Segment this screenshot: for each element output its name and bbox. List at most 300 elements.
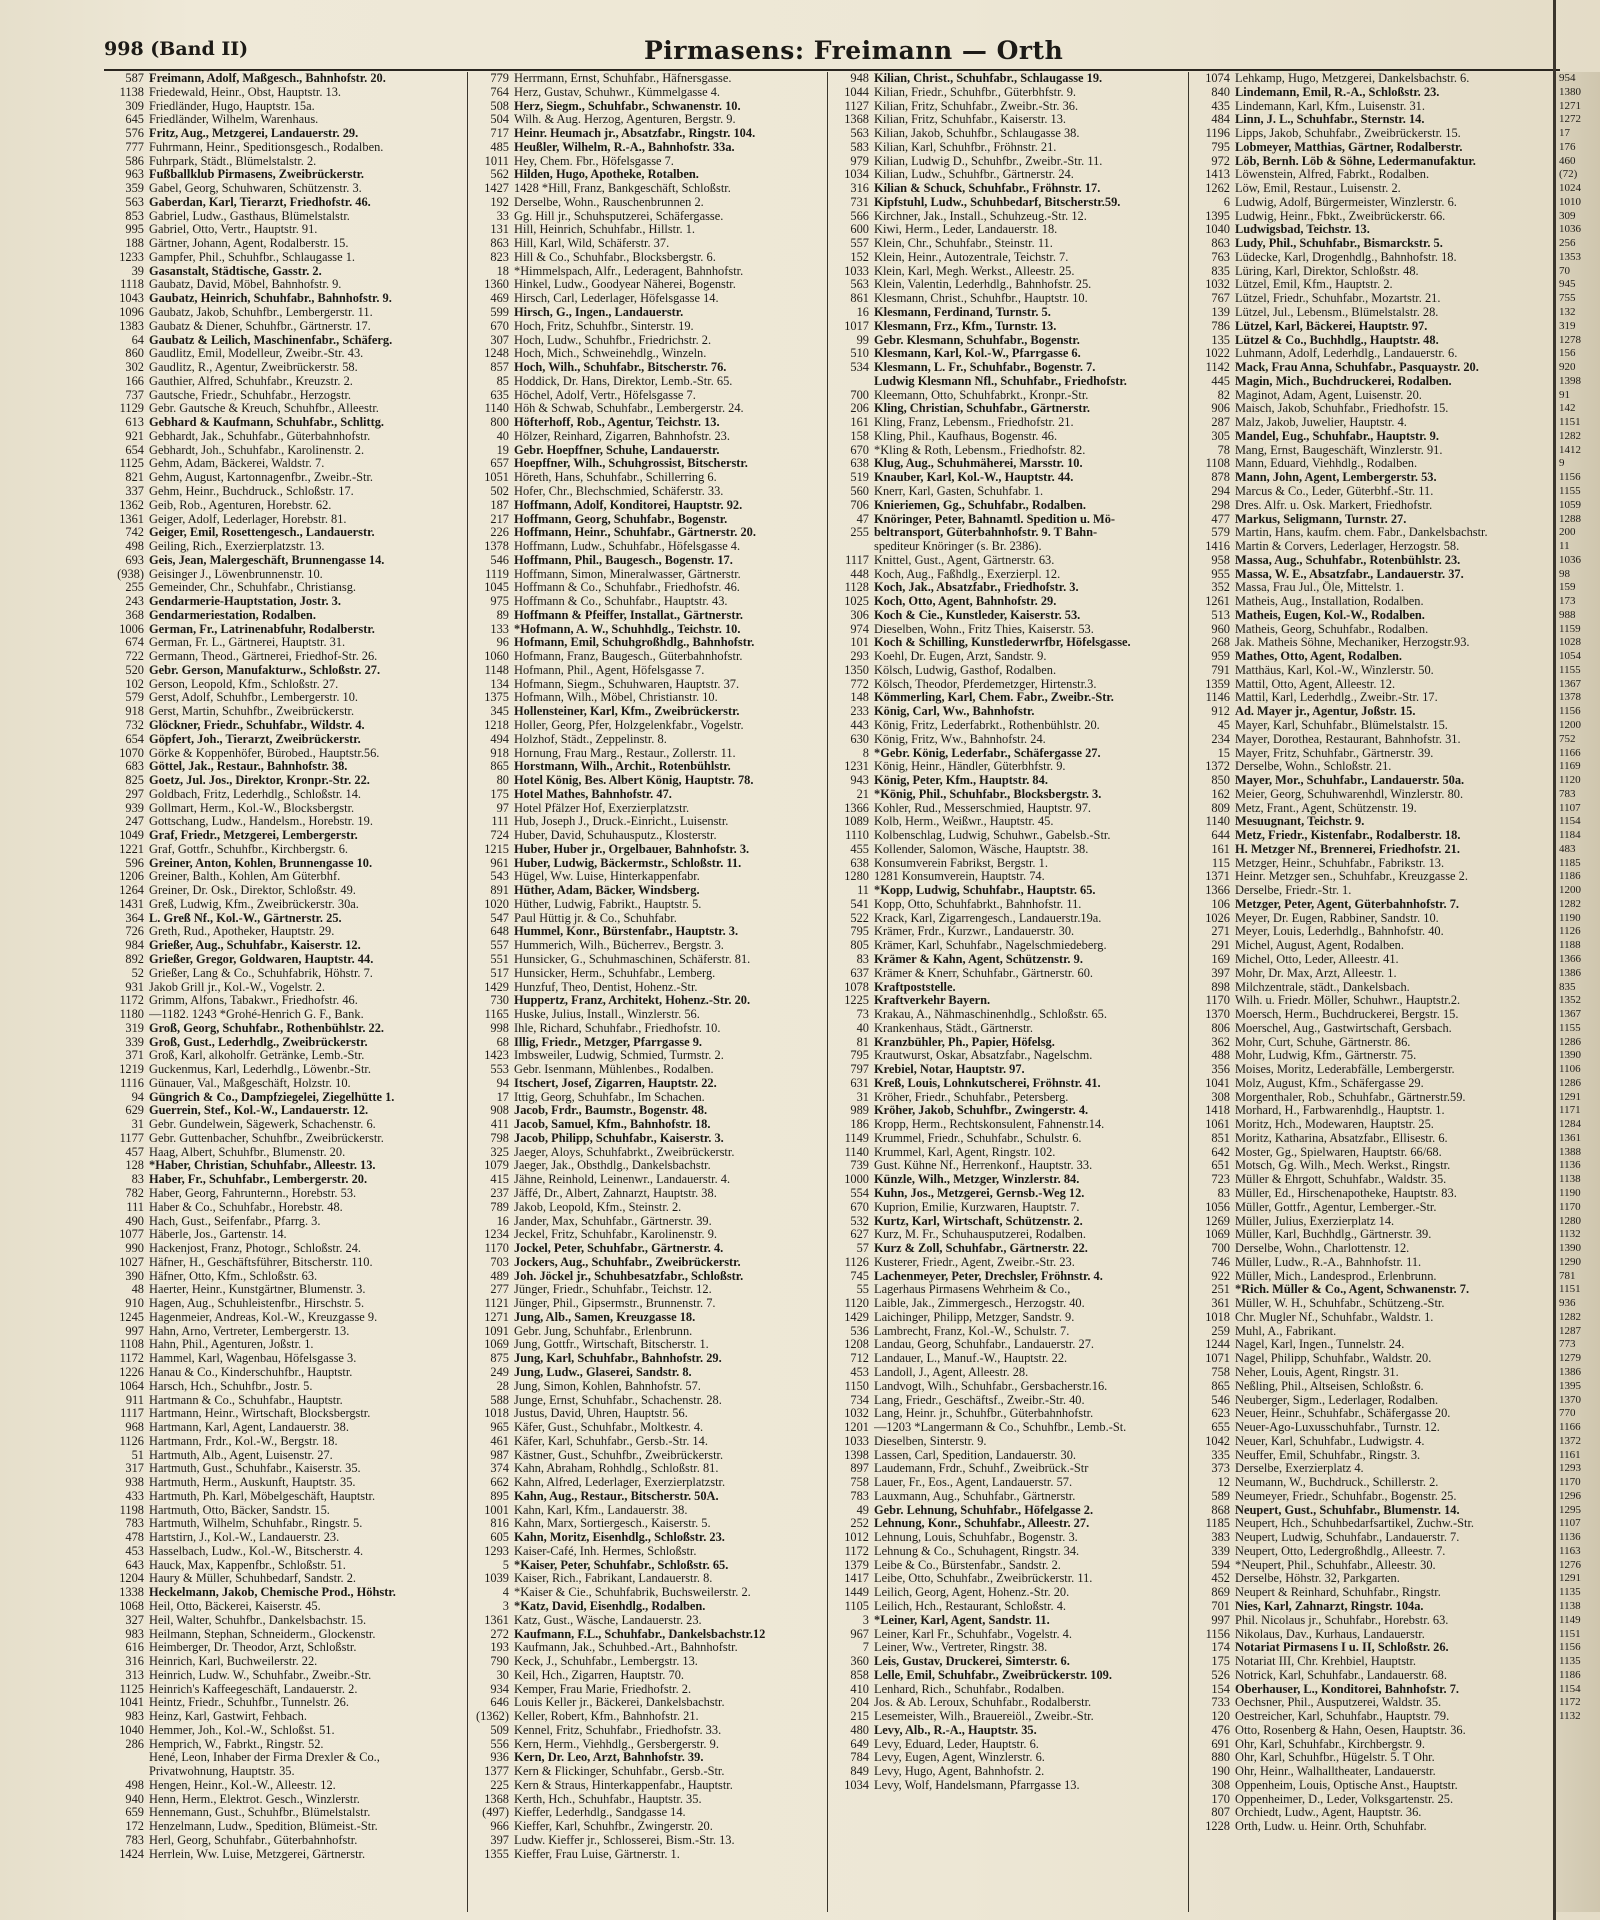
entry-text: Landoll, J., Agent, Alleestr. 28. — [874, 1365, 1029, 1379]
entry-text: Neupert, Otto, Ledergroßhdlg., Alleestr. 7. — [1235, 1544, 1446, 1558]
entry-text: Jacob, Philipp, Schuhfabr., Kaiserstr. 3. — [514, 1131, 724, 1145]
directory-entry — [1190, 1036, 1551, 1050]
entry-text: Derselbe, Friedr.-Str. 1. — [1235, 884, 1352, 898]
entry-text: Kuhn, Jos., Metzgerei, Gernsb.-Weg 12. — [874, 1187, 1085, 1201]
phone-number: 1225 — [844, 994, 869, 1008]
phone-number: 1149 — [844, 1131, 869, 1145]
edge-number: 1186 — [1559, 1668, 1581, 1681]
phone-number: 880 — [1211, 1751, 1230, 1765]
directory-entry — [104, 691, 465, 705]
phone-number: 271 — [1211, 925, 1230, 939]
phone-number: 526 — [1211, 1668, 1230, 1682]
directory-entry — [104, 760, 465, 774]
entry-text: Keller, Robert, Kfm., Bahnhofstr. 21. — [514, 1710, 699, 1724]
entry-text: Kaufmann, Jak., Schuhbed.-Art., Bahnhofstr. — [514, 1641, 738, 1655]
entry-text: Hoffmann, Simon, Mineralwasser, Gärtnerstr. — [514, 567, 741, 581]
phone-number: (497) — [482, 1806, 509, 1820]
phone-number: 1041 — [119, 1696, 144, 1710]
phone-number: 1121 — [484, 1297, 509, 1311]
entry-text: Lüring, Karl, Direktor, Schloßstr. 48. — [1235, 264, 1419, 278]
entry-text: Heußler, Wilhelm, R.-A., Bahnhofstr. 33a. — [514, 140, 735, 154]
directory-entry — [829, 540, 1186, 554]
phone-number: 154 — [1211, 1682, 1230, 1696]
directory-entry — [469, 402, 825, 416]
directory-entry — [1190, 1201, 1551, 1215]
directory-entry — [1190, 210, 1551, 224]
entry-text: Gabel, Georg, Schuhwaren, Schützenstr. 3. — [149, 182, 362, 196]
phone-number: 102 — [125, 677, 144, 691]
directory-entry — [104, 1421, 465, 1435]
entry-text: Klesmann, Karl, Kol.-W., Pfarrgasse 6. — [874, 347, 1081, 361]
phone-number: 316 — [850, 182, 869, 196]
entry-text: Knauber, Karl, Kol.-W., Hauptstr. 44. — [874, 471, 1074, 485]
directory-entry — [829, 1586, 1186, 1600]
column-divider — [1188, 72, 1189, 1912]
entry-text: Gebr. Klesmann, Schuhfabr., Bogenstr. — [874, 333, 1080, 347]
directory-entry — [469, 925, 825, 939]
directory-entry — [104, 196, 465, 210]
directory-entry — [829, 210, 1186, 224]
edge-number: 1200 — [1559, 884, 1581, 897]
phone-number: 1026 — [1205, 911, 1230, 925]
phone-number: 161 — [1211, 842, 1230, 856]
entry-text: —1203 *Langermann & Co., Schuhfbr., Lemb.-St. — [874, 1421, 1127, 1435]
entry-text: Ohr, Heinr., Walhalltheater, Landauerstr. — [1235, 1765, 1436, 1779]
entry-text: Fußballklub Pirmasens, Zweibrückerstr. — [149, 168, 365, 182]
edge-number: 1151 — [1559, 1283, 1581, 1296]
phone-number: 237 — [490, 1187, 509, 1201]
directory-entry — [829, 1449, 1186, 1463]
directory-entry — [469, 953, 825, 967]
phone-number: 733 — [1211, 1696, 1230, 1710]
directory-entry — [469, 1738, 825, 1752]
edge-number: 156 — [1559, 347, 1576, 360]
directory-entry — [469, 1641, 825, 1655]
phone-number: 251 — [1211, 1283, 1230, 1297]
phone-number: 128 — [125, 1159, 144, 1173]
entry-text: Kieffer, Karl, Schuhfbr., Zwingerstr. 20. — [514, 1820, 713, 1834]
directory-entry — [104, 664, 465, 678]
directory-entry — [104, 1215, 465, 1229]
directory-entry — [104, 1104, 465, 1118]
phone-number: 89 — [496, 608, 509, 622]
edge-number: 1188 — [1559, 939, 1581, 952]
phone-number: 364 — [125, 911, 144, 925]
directory-entry — [1190, 1614, 1551, 1628]
phone-number: 397 — [1211, 966, 1230, 980]
phone-number: 800 — [490, 416, 509, 430]
phone-number: 579 — [125, 691, 144, 705]
directory-entry — [469, 1228, 825, 1242]
entry-text: Geib, Rob., Agenturen, Horebstr. 62. — [149, 498, 332, 512]
entry-text: Notariat III, Chr. Krehbiel, Hauptstr. — [1235, 1655, 1416, 1669]
directory-entry — [469, 1531, 825, 1545]
edge-number: 1120 — [1559, 774, 1581, 787]
phone-number: 635 — [490, 388, 509, 402]
entry-text: Heil, Otto, Bäckerei, Kaiserstr. 45. — [149, 1599, 321, 1613]
phone-number: 1204 — [119, 1572, 144, 1586]
entry-text: Levy, Alb., R.-A., Hauptstr. 35. — [874, 1723, 1037, 1737]
phone-number: 554 — [850, 1187, 869, 1201]
entry-text: Gg. Hill jr., Schuhsputzerei, Schäfergasse. — [514, 209, 724, 223]
phone-number: 600 — [850, 223, 869, 237]
directory-entry — [1190, 265, 1551, 279]
phone-number: 1040 — [1205, 223, 1230, 237]
entry-text: Neupert, Ludwig, Schuhfabr., Landauerstr. 7. — [1235, 1531, 1460, 1545]
phone-number: 1033 — [844, 1434, 869, 1448]
phone-number: 317 — [125, 1462, 144, 1476]
entry-text: Oechsner, Phil., Ausputzerei, Waldstr. 35. — [1235, 1696, 1442, 1710]
phone-number: 995 — [125, 223, 144, 237]
phone-number: 1034 — [844, 1778, 869, 1792]
phone-number: 1180 — [119, 1008, 144, 1022]
phone-number: 623 — [1211, 1407, 1230, 1421]
phone-number: 33 — [496, 209, 509, 223]
phone-number: 1234 — [484, 1228, 509, 1242]
phone-number: 541 — [850, 897, 869, 911]
directory-entry — [104, 981, 465, 995]
entry-text: Hotel König, Bes. Albert König, Hauptstr. 78. — [514, 774, 754, 788]
directory-entry — [829, 939, 1186, 953]
directory-entry — [829, 1614, 1186, 1628]
edge-number: 781 — [1559, 1269, 1576, 1282]
phone-number: 96 — [496, 636, 509, 650]
phone-number: 476 — [1211, 1723, 1230, 1737]
entry-text: Häberle, Jos., Gartenstr. 14. — [149, 1228, 287, 1242]
entry-text: Kilian, Fritz, Schuhfabr., Zweibr.-Str. 36. — [874, 99, 1079, 113]
phone-number: 1011 — [484, 154, 509, 168]
entry-text: Konsumverein Fabrikst, Bergstr. 1. — [874, 856, 1048, 870]
phone-number: 1219 — [119, 1063, 144, 1077]
edge-number: 98 — [1559, 567, 1570, 580]
edge-number: 1170 — [1559, 1476, 1581, 1489]
entry-text: Hené, Leon, Inhaber der Firma Drexler & Co., — [149, 1751, 380, 1765]
phone-number: 1138 — [119, 85, 144, 99]
edge-number: 1286 — [1559, 1076, 1581, 1089]
directory-entry — [104, 1751, 465, 1765]
directory-entry — [469, 1352, 825, 1366]
directory-entry — [829, 884, 1186, 898]
entry-text: H. Metzger Nf., Brennerei, Friedhofstr. 21. — [1235, 842, 1460, 856]
phone-number: 579 — [1211, 526, 1230, 540]
directory-entry — [1190, 1421, 1551, 1435]
phone-number: 587 — [125, 72, 144, 85]
directory-entry — [1190, 1242, 1551, 1256]
phone-number: 1293 — [484, 1544, 509, 1558]
phone-number: 106 — [1211, 897, 1230, 911]
directory-entry — [469, 1311, 825, 1325]
edge-number: 1282 — [1559, 1310, 1581, 1323]
entry-text: Lambrecht, Franz, Kol.-W., Schulstr. 7. — [874, 1324, 1070, 1338]
directory-entry — [1190, 1820, 1551, 1834]
directory-entry — [829, 471, 1186, 485]
phone-number: 797 — [850, 1063, 869, 1077]
directory-entry — [469, 223, 825, 237]
phone-number: 339 — [1211, 1544, 1230, 1558]
directory-entry — [469, 705, 825, 719]
edge-number: 1036 — [1559, 553, 1581, 566]
directory-entry — [104, 1848, 465, 1862]
directory-entry — [1190, 100, 1551, 114]
directory-entry — [104, 843, 465, 857]
entry-text: Klein, Chr., Schuhfabr., Steinstr. 11. — [874, 237, 1053, 251]
entry-text: Geiger, Emil, Rosettengesch., Landauerstr. — [149, 526, 375, 540]
entry-text: Lauxmann, Aug., Schuhfabr., Gärtnerstr. — [874, 1489, 1076, 1503]
entry-text: Löwenstein, Alfred, Fabrkt., Rodalben. — [1235, 168, 1430, 182]
directory-entry — [469, 719, 825, 733]
entry-text: Klesmann, Christ., Schuhfbr., Hauptstr. 10. — [874, 292, 1088, 306]
directory-entry — [1190, 568, 1551, 582]
directory-entry — [1190, 1751, 1551, 1765]
phone-number: 1355 — [484, 1847, 509, 1861]
directory-entry — [1190, 72, 1551, 86]
entry-text: Hartmuth, Gust., Schuhfabr., Kaiserstr. 35. — [149, 1462, 361, 1476]
phone-number: 490 — [125, 1214, 144, 1228]
edge-number: 176 — [1559, 140, 1576, 153]
phone-number: 764 — [490, 85, 509, 99]
phone-number: 983 — [125, 1627, 144, 1641]
directory-entry — [104, 554, 465, 568]
phone-number: 30 — [496, 1668, 509, 1682]
phone-number: 204 — [850, 1696, 869, 1710]
directory-entry — [1190, 1476, 1551, 1490]
edge-number: 1295 — [1559, 1503, 1581, 1516]
entry-text: Kling, Phil., Kaufhaus, Bogenstr. 46. — [874, 429, 1058, 443]
phone-number: 1262 — [1205, 182, 1230, 196]
entry-text: Kolb, Herm., Weißwr., Hauptstr. 45. — [874, 815, 1054, 829]
phone-number: 840 — [1211, 85, 1230, 99]
directory-entry — [104, 1462, 465, 1476]
phone-number: 651 — [1211, 1159, 1230, 1173]
edge-number: 1386 — [1559, 966, 1581, 979]
directory-entry — [829, 526, 1186, 540]
entry-text: German, Fr., Latrinenabfuhr, Rodalberstr. — [149, 622, 375, 636]
edge-number: 1171 — [1559, 1104, 1581, 1117]
phone-number: 1025 — [844, 595, 869, 609]
entry-text: Gebr. Hoepffner, Schuhe, Landauerstr. — [514, 443, 720, 457]
page-header — [104, 38, 1544, 66]
directory-entry — [469, 347, 825, 361]
entry-text: Jäffé, Dr., Albert, Zahnarzt, Hauptstr. 38. — [514, 1187, 717, 1201]
directory-entry — [1190, 416, 1551, 430]
phone-number: 133 — [490, 622, 509, 636]
directory-entry — [829, 265, 1186, 279]
edge-number: 1412 — [1559, 443, 1581, 456]
entry-text: Laible, Jak., Zimmergesch., Herzogstr. 40. — [874, 1297, 1085, 1311]
directory-entry — [104, 334, 465, 348]
phone-number: 795 — [850, 925, 869, 939]
phone-number: 1248 — [484, 347, 509, 361]
directory-entry — [469, 1476, 825, 1490]
directory-entry — [104, 1710, 465, 1724]
directory-entry — [829, 788, 1186, 802]
phone-number: 520 — [125, 663, 144, 677]
phone-number: 1070 — [119, 746, 144, 760]
entry-text: Hackenjost, Franz, Photogr., Schloßstr. 24. — [149, 1242, 362, 1256]
phone-number: 1156 — [1205, 1627, 1230, 1641]
entry-text: Mayer, Karl, Schuhfabr., Blümelstalstr. 15. — [1235, 718, 1448, 732]
entry-text: König, Heinr., Händler, Güterbhfstr. 9. — [874, 760, 1066, 774]
phone-number: 763 — [1211, 250, 1230, 264]
phone-number: 68 — [496, 1035, 509, 1049]
phone-number: 1371 — [1205, 870, 1230, 884]
phone-number: 1350 — [844, 663, 869, 677]
phone-number: 48 — [131, 1283, 144, 1297]
entry-text: Kilian, Ludw., Schuhfbr., Gärtnerstr. 24. — [874, 168, 1074, 182]
entry-text: Mattil, Otto, Agent, Alleestr. 12. — [1235, 677, 1396, 691]
entry-text: Jakob, Leopold, Kfm., Steinstr. 2. — [514, 1200, 682, 1214]
phone-number: 791 — [1211, 663, 1230, 677]
entry-text: Kilian, Karl, Schuhfbr., Fröhnstr. 21. — [874, 140, 1057, 154]
entry-text: Hub, Joseph J., Druck.-Einricht., Luisenstr. — [514, 815, 729, 829]
phone-number: 268 — [1211, 636, 1230, 650]
phone-number: 234 — [1211, 732, 1230, 746]
directory-entry — [104, 1641, 465, 1655]
directory-entry — [104, 857, 465, 871]
entry-text: Mayer, Fritz, Schuhfabr., Gärtnerstr. 39. — [1235, 746, 1434, 760]
directory-entry — [104, 113, 465, 127]
entry-text: Müller, Ludw., R.-A., Bahnhofstr. 11. — [1235, 1255, 1422, 1269]
directory-entry — [1190, 1104, 1551, 1118]
phone-number: 52 — [131, 966, 144, 980]
edge-number: 17 — [1559, 127, 1570, 140]
directory-entry — [829, 1118, 1186, 1132]
phone-number: 170 — [1211, 1792, 1230, 1806]
phone-number: 1378 — [484, 540, 509, 554]
edge-number: 319 — [1559, 319, 1576, 332]
directory-entry — [1190, 86, 1551, 100]
directory-entry — [1190, 540, 1551, 554]
directory-entry — [469, 760, 825, 774]
phone-number: 835 — [1211, 264, 1230, 278]
entry-text: Glöckner, Friedr., Schuhfabr., Wildstr. 4. — [149, 718, 365, 732]
entry-text: Jaeger, Aloys, Schuhfabrkt., Zweibrückerstr. — [514, 1145, 735, 1159]
phone-number: 706 — [850, 498, 869, 512]
edge-number: 1172 — [1559, 1696, 1581, 1709]
phone-number — [829, 540, 874, 554]
directory-entry — [469, 1338, 825, 1352]
phone-number: 255 — [125, 581, 144, 595]
directory-entry — [469, 1572, 825, 1586]
phone-number: 701 — [1211, 1599, 1230, 1613]
entry-text: Kilian, Jakob, Schuhfbr., Schlaugasse 38. — [874, 127, 1080, 141]
entry-text: Hoffmann & Co., Schuhfabr., Friedhofstr. 46. — [514, 581, 740, 595]
directory-entry — [1190, 650, 1551, 664]
phone-number: 47 — [856, 512, 869, 526]
entry-text: Greiner, Dr. Osk., Direktor, Schloßstr. 49. — [149, 884, 356, 898]
directory-entry — [829, 237, 1186, 251]
entry-text: Hanau & Co., Kinderschuhfbr., Hauptstr. — [149, 1365, 353, 1379]
phone-number: 948 — [850, 72, 869, 85]
phone-number: 963 — [125, 168, 144, 182]
entry-text: Guckenmus, Karl, Lederhdlg., Löwenbr.-Str. — [149, 1063, 371, 1077]
phone-number: 16 — [496, 1214, 509, 1228]
directory-entry — [1190, 898, 1551, 912]
entry-text: Jockel, Peter, Schuhfabr., Gärtnerstr. 4. — [514, 1242, 724, 1256]
entry-text: Hartmann & Co., Schuhfabr., Hauptstr. — [149, 1393, 343, 1407]
entry-text: Hartmann, Karl, Agent, Landauerstr. 38. — [149, 1421, 349, 1435]
entry-text: Gust. Kühne Nf., Herrenkonf., Hauptstr. 33. — [874, 1159, 1093, 1173]
entry-text: Landau, Georg, Schuhfabr., Landauerstr. 27. — [874, 1338, 1094, 1352]
edge-number: 483 — [1559, 842, 1576, 855]
entry-text: Itschert, Josef, Zigarren, Hauptstr. 22. — [514, 1076, 717, 1090]
directory-entry — [104, 802, 465, 816]
entry-text: Hofmann, Franz, Baugesch., Güterbahnhofstr. — [514, 650, 743, 664]
entry-text: *Kaiser & Cie., Schuhfabrik, Buchsweilerstr. 2. — [514, 1586, 751, 1600]
directory-entry — [469, 361, 825, 375]
entry-text: Jung, Simon, Kohlen, Bahnhofstr. 57. — [514, 1379, 701, 1393]
directory-entry — [829, 113, 1186, 127]
phone-number: 488 — [1211, 1049, 1230, 1063]
entry-text: Hummerich, Wilh., Bücherrev., Bergstr. 3. — [514, 939, 724, 953]
phone-number: 120 — [1211, 1710, 1230, 1724]
directory-entry — [829, 485, 1186, 499]
phone-number: 1120 — [844, 1297, 869, 1311]
phone-number: 767 — [1211, 292, 1230, 306]
directory-entry — [469, 994, 825, 1008]
edge-number: 1036 — [1559, 223, 1581, 236]
directory-entry — [469, 196, 825, 210]
edge-number: 1280 — [1559, 1214, 1581, 1227]
entry-text: Hemmer, Joh., Kol.-W., Schloßst. 51. — [149, 1723, 335, 1737]
entry-text: *Leiner, Karl, Agent, Sandstr. 11. — [874, 1613, 1050, 1627]
entry-text: Meier, Georg, Schuhwarenhdl, Winzlerstr. 80. — [1235, 787, 1464, 801]
phone-number: 670 — [850, 443, 869, 457]
directory-entry — [1190, 306, 1551, 320]
directory-entry — [104, 788, 465, 802]
phone-number: 966 — [490, 1820, 509, 1834]
phone-number: 745 — [850, 1269, 869, 1283]
phone-number: 1126 — [119, 1434, 144, 1448]
directory-entry — [1190, 636, 1551, 650]
phone-number: 989 — [850, 1104, 869, 1118]
edge-number: 91 — [1559, 388, 1570, 401]
entry-text: Hagen, Aug., Schuhleistenfbr., Hirschstr. 5. — [149, 1297, 365, 1311]
directory-entry — [1190, 1132, 1551, 1146]
entry-text: Hügel, Ww. Luise, Hinterkappenfabr. — [514, 870, 700, 884]
edge-number: 1138 — [1559, 1599, 1581, 1612]
directory-entry — [469, 499, 825, 513]
directory-entry — [104, 568, 465, 582]
entry-text: Neuer, Karl, Schuhfabr., Ludwigstr. 4. — [1235, 1434, 1425, 1448]
edge-number: 1352 — [1559, 994, 1581, 1007]
entry-text: Künzle, Wilh., Metzger, Winzlerstr. 84. — [874, 1173, 1080, 1187]
phone-number: 1027 — [119, 1255, 144, 1269]
entry-text: Ihle, Richard, Schuhfabr., Friedhofstr. 10. — [514, 1021, 721, 1035]
entry-text: Kiwi, Herm., Leder, Landauerstr. 18. — [874, 223, 1058, 237]
directory-entry — [829, 278, 1186, 292]
directory-entry — [104, 1008, 465, 1022]
directory-entry — [829, 1545, 1186, 1559]
entry-text: Hach, Gust., Seifenfabr., Pfarrg. 3. — [149, 1214, 321, 1228]
phone-number: 15 — [1217, 746, 1230, 760]
phone-number: 939 — [125, 801, 144, 815]
phone-number: 906 — [1211, 402, 1230, 416]
phone-number: 94 — [496, 1076, 509, 1090]
entry-text: Jünger, Friedr., Schuhfabr., Teichstr. 12. — [514, 1283, 712, 1297]
edge-number: 1135 — [1559, 1586, 1581, 1599]
entry-text: Fuhrmann, Heinr., Speditionsgesch., Rodalben. — [149, 140, 384, 154]
entry-text: Meyer, Louis, Lederhdlg., Bahnhofstr. 40. — [1235, 925, 1444, 939]
directory-entry — [829, 912, 1186, 926]
phone-number: 659 — [125, 1806, 144, 1820]
directory-entry — [829, 1655, 1186, 1669]
entry-text: Koch, Otto, Agent, Bahnhofstr. 29. — [874, 595, 1057, 609]
directory-entry — [829, 1641, 1186, 1655]
edge-number: 1390 — [1559, 1049, 1581, 1062]
directory-entry — [469, 1545, 825, 1559]
entry-text: Klein, Valentin, Lederhdlg., Bahnhofstr. 25. — [874, 278, 1092, 292]
